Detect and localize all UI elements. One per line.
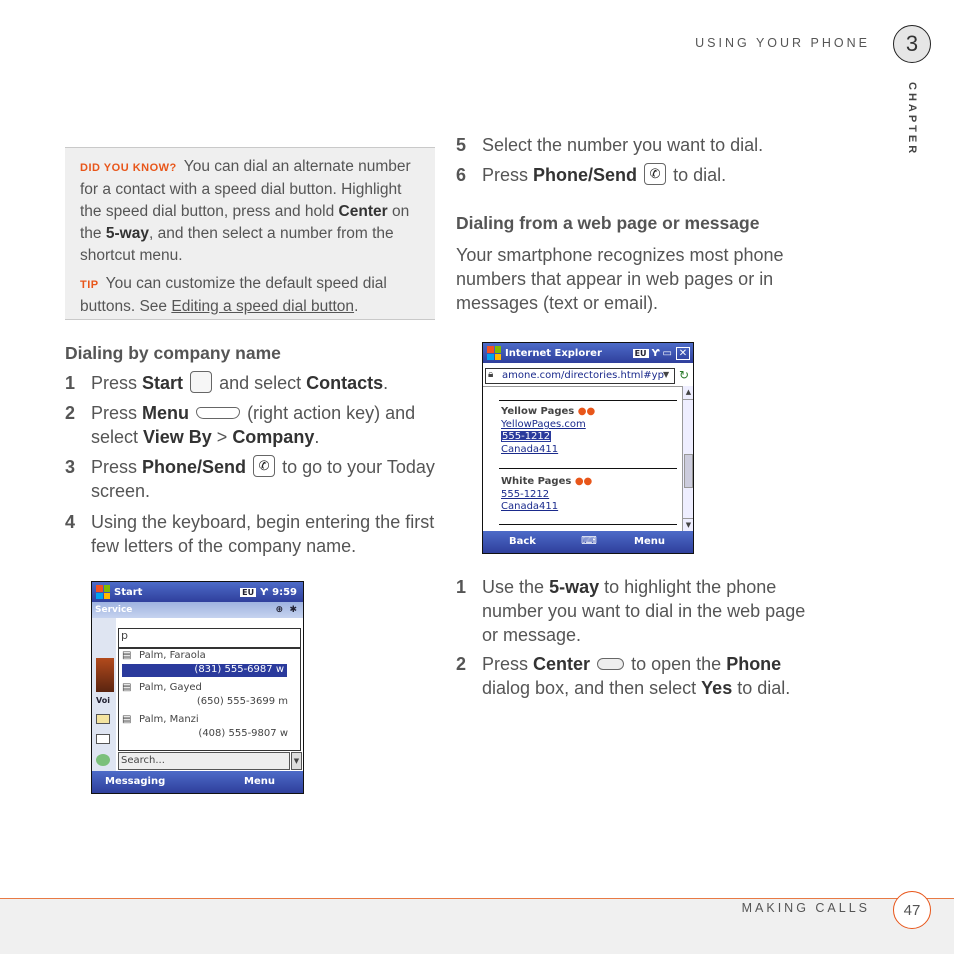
menu-softkey[interactable]: Menu <box>244 776 275 787</box>
browser-screenshot <box>482 342 694 554</box>
canada411-link[interactable]: Canada411 <box>501 501 559 512</box>
contacts-list <box>118 648 301 751</box>
step-bold-contacts: Contacts <box>306 373 384 393</box>
step-number: 2 <box>65 403 76 423</box>
step-text: > <box>216 427 228 447</box>
running-header: USING YOUR PHONE <box>695 36 870 50</box>
step-bold-5way: 5-way <box>549 577 600 597</box>
contact-photo <box>96 658 114 692</box>
contact-name: Palm, Gayed <box>139 682 202 693</box>
step-text: to go to your Today screen. <box>91 457 435 502</box>
step-text: dialog box, and then select <box>482 678 697 698</box>
divider <box>499 468 677 469</box>
did-you-know-text-mid: on the <box>80 203 410 242</box>
yellowpages-link[interactable]: YellowPages.com <box>501 419 586 430</box>
step-text: Press <box>482 165 529 185</box>
tasks-icon <box>96 754 110 766</box>
step-text: Using the keyboard, begin entering the first few letters of the company name. <box>91 512 435 556</box>
contact-row-3[interactable] <box>119 713 300 745</box>
contact-name: Palm, Faraola <box>139 650 206 661</box>
contacts-title: Start <box>114 586 143 598</box>
scroll-thumb[interactable] <box>684 454 693 488</box>
right-action-key-icon <box>196 407 240 419</box>
eu-badge: EU <box>242 587 255 597</box>
signal-icon: Ƴ <box>260 586 269 598</box>
scroll-up-icon[interactable]: ▲ <box>683 386 694 400</box>
step-number: 2 <box>456 654 467 674</box>
white-pages-title <box>501 476 592 487</box>
heading-dialing-by-company: Dialing by company name <box>65 343 281 363</box>
divider <box>499 400 677 401</box>
yellow-pages-title <box>501 406 595 417</box>
tip-text-end: . <box>354 298 359 315</box>
step-6-right <box>456 163 826 187</box>
step-bold-phone: Phone <box>726 654 782 674</box>
bluetooth-icon: ✱ <box>289 605 297 615</box>
tip-label: TIP <box>80 279 99 291</box>
step-bold-start: Start <box>142 373 184 393</box>
tip-box <box>65 147 435 320</box>
menu-softkey[interactable]: Menu <box>634 536 665 547</box>
signal-icon: Ƴ <box>651 347 660 359</box>
white-pages-title-text: White Pages <box>501 476 572 487</box>
phone-send-key-icon: ✆ <box>253 455 275 477</box>
web-intro-paragraph: Your smartphone recognizes most phone numbers that appear in web pages or in messages (text or email). <box>456 245 784 313</box>
step-4-left <box>65 510 435 558</box>
step-1-right <box>456 575 826 647</box>
service-band <box>92 602 303 618</box>
step-2-right <box>456 652 826 700</box>
speed-dial-link[interactable]: Editing a speed dial button <box>171 298 355 315</box>
service-label: Service <box>95 605 133 615</box>
phone-link[interactable]: 555-1212 <box>501 489 550 500</box>
chapter-number-badge: 3 <box>893 25 931 63</box>
contact-row-2[interactable] <box>119 681 300 713</box>
step-text: (right action key) and select <box>91 403 416 447</box>
step-text: to dial. <box>737 678 791 698</box>
back-softkey[interactable]: Back <box>509 536 536 547</box>
contact-card-icon: ▤ <box>122 682 132 693</box>
close-icon[interactable]: ✕ <box>676 347 690 360</box>
contacts-screenshot <box>91 581 304 794</box>
step-bold-company: Company <box>232 427 315 447</box>
step-text: Press <box>91 403 138 423</box>
contact-card-icon: ▤ <box>122 650 132 661</box>
step-text: to dial. <box>673 165 727 185</box>
step-number: 3 <box>65 457 76 477</box>
step-bold-phone-send: Phone/Send <box>533 165 638 185</box>
step-text: and select <box>219 373 302 393</box>
dots-icon: ●● <box>577 406 596 417</box>
keyboard-icon[interactable]: ⌨ <box>581 534 597 547</box>
step-bold-menu: Menu <box>142 403 190 423</box>
canada411-link[interactable]: Canada411 <box>501 444 559 455</box>
contact-row-1[interactable] <box>119 649 300 681</box>
contact-search-input[interactable]: p <box>118 628 301 648</box>
contact-number[interactable]: (408) 555-9807 w <box>198 728 288 739</box>
step-text: Use the <box>482 577 545 597</box>
chapter-label: CHAPTER <box>906 82 918 157</box>
footer-section-title: MAKING CALLS <box>741 901 870 915</box>
contact-card-icon: ▤ <box>122 714 132 725</box>
phone-link-selected[interactable]: 555-1212 <box>502 431 551 442</box>
step-text: . <box>314 427 320 447</box>
step-text: . <box>383 373 389 393</box>
windows-logo-icon <box>487 346 501 360</box>
page-number-badge: 47 <box>893 891 931 929</box>
eu-badge: EU <box>634 348 647 358</box>
step-5-right <box>456 133 826 157</box>
calendar-icon <box>96 714 110 724</box>
center-key-icon <box>597 658 624 670</box>
voicemail-label: Voi <box>96 696 110 705</box>
tip-text: You can customize the default speed dial buttons. See <box>80 275 387 315</box>
windows-logo-icon <box>96 585 110 599</box>
browser-title-bar <box>483 343 693 363</box>
step-1-left <box>65 371 435 395</box>
phone-send-key-icon: ✆ <box>644 163 666 185</box>
browser-title: Internet Explorer <box>505 347 602 359</box>
step-bold-phone-send: Phone/Send <box>142 457 247 477</box>
browser-softkey-bar <box>483 531 693 553</box>
step-text: Select the number you want to dial. <box>482 135 764 155</box>
contact-number-selected[interactable]: (831) 555-6987 w <box>122 664 287 677</box>
contacts-softkey-bar <box>92 771 303 793</box>
refresh-icon[interactable]: ↻ <box>679 368 690 382</box>
step-text: Press <box>482 654 529 674</box>
messaging-softkey[interactable]: Messaging <box>105 776 166 787</box>
yellow-pages-title-text: Yellow Pages <box>501 406 575 417</box>
search-field[interactable]: Search... <box>118 752 290 770</box>
heading-dialing-from-web: Dialing from a web page or message <box>456 213 760 233</box>
clock-time: 9:59 <box>272 586 297 598</box>
did-you-know-bold-center: Center <box>338 203 388 220</box>
scroll-down-icon[interactable]: ▼ <box>683 518 694 532</box>
did-you-know-label: DID YOU KNOW? <box>80 162 177 174</box>
tip-paragraph <box>80 273 421 318</box>
contact-number[interactable]: (650) 555-3699 m <box>196 696 288 707</box>
did-you-know-paragraph <box>80 156 421 267</box>
step-text: to highlight the phone number you want to dial in the web page or message. <box>482 577 806 645</box>
step-bold-view-by: View By <box>143 427 212 447</box>
web-page-content <box>483 386 683 532</box>
step-number: 1 <box>456 577 467 597</box>
contact-name: Palm, Manzi <box>139 714 199 725</box>
step-text: Press <box>91 373 138 393</box>
page-icon: 🔒︎ <box>488 369 494 380</box>
step-3-left <box>65 455 435 503</box>
step-bold-yes: Yes <box>701 678 733 698</box>
step-number: 6 <box>456 165 467 185</box>
envelope-icon <box>96 734 110 744</box>
contacts-title-bar <box>92 582 303 602</box>
battery-icon: ▭ <box>662 347 672 359</box>
did-you-know-text-end: , and then select a number from the shortcut menu. <box>80 225 394 264</box>
scrollbar[interactable] <box>682 386 694 532</box>
step-number: 1 <box>65 373 76 393</box>
step-number: 5 <box>456 135 467 155</box>
today-side-strip <box>92 618 116 773</box>
address-bar[interactable]: amone.com/directories.html#yp <box>485 368 675 384</box>
dropdown-arrow-icon[interactable]: ▼ <box>291 752 302 770</box>
did-you-know-bold-5way: 5-way <box>105 225 149 242</box>
address-dropdown-icon[interactable]: ▼ <box>663 370 670 379</box>
target-icon: ⊕ <box>275 605 283 615</box>
windows-start-key-icon <box>190 371 212 393</box>
step-number: 4 <box>65 512 76 532</box>
divider <box>499 524 677 525</box>
step-bold-center: Center <box>533 654 591 674</box>
dots-icon: ●● <box>574 476 593 487</box>
step-2-left <box>65 401 435 449</box>
step-text: to open the <box>631 654 722 674</box>
step-text: Press <box>91 457 138 477</box>
did-you-know-text: You can dial an alternate number for a contact with a speed dial button. Highlight the speed dial button, press and hold <box>80 158 411 220</box>
